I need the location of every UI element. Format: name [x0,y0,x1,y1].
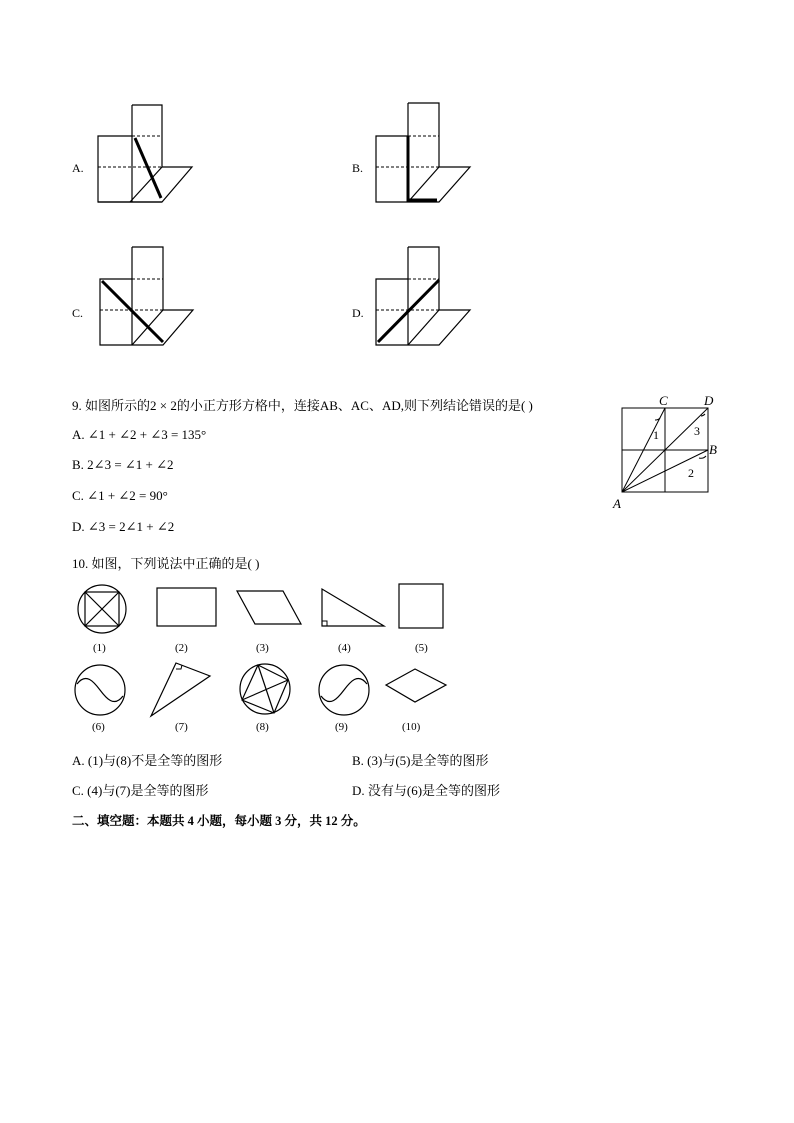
q9-angle-1: 1 [653,428,659,442]
q10-caption-1: (1) [93,642,106,654]
q10-caption-4: (4) [338,642,351,654]
q10-caption-7: (7) [175,721,188,733]
q10-option-a: A. (1)与(8)不是全等的图形 [72,753,223,768]
q10-shape-10 [383,666,449,706]
q10-caption-2: (2) [175,642,188,654]
q9-option-c: C. ∠1 + ∠2 = 90° [72,488,168,503]
q9-option-d: D. ∠3 = 2∠1 + ∠2 [72,519,175,534]
q9-label-d: D [704,393,714,408]
q9-option-a: A. ∠1 + ∠2 + ∠3 = 135° [72,427,207,442]
q9-option-b: B. 2∠3 = ∠1 + ∠2 [72,457,174,472]
q10-shape-7 [148,660,214,720]
q10-shape-5 [397,582,447,632]
q9-angle-3: 3 [694,424,700,438]
section-2-heading: 二、填空题：本题共 4 小题，每小题 3 分，共 12 分。 [72,814,366,828]
q10-option-d: D. 没有与(6)是全等的图形 [352,783,501,798]
q9-angle-2: 2 [688,466,694,480]
q8-option-d-label: D. [352,306,364,320]
q8-option-a-label: A. [72,161,84,175]
q9-label-a: A [613,496,621,511]
q8-figure-d [373,244,473,356]
q10-caption-6: (6) [92,721,105,733]
q10-shape-2 [155,586,220,630]
q10-shape-8 [238,660,294,718]
q9-grid-figure [608,390,728,515]
q10-shape-1 [76,583,132,635]
q9-label-b: B [709,442,717,457]
q10-shape-4 [318,586,388,630]
q10-stem: 10. 如图，下列说法中正确的是( ) [72,556,260,571]
q10-option-b: B. (3)与(5)是全等的图形 [352,753,489,768]
q8-figure-c [95,244,195,356]
q10-shape-9 [316,662,372,718]
q8-option-c-label: C. [72,306,84,320]
q8-figure-a [95,100,195,212]
q10-option-c: C. (4)与(7)是全等的图形 [72,783,209,798]
q8-figure-b [373,100,473,212]
q8-option-b-label: B. [352,161,364,175]
q9-label-c: C [659,393,668,408]
q10-caption-9: (9) [335,721,348,733]
q10-shape-6 [72,662,128,718]
q10-caption-10: (10) [402,721,421,733]
q10-caption-8: (8) [256,721,269,733]
q10-shape-3 [235,588,305,628]
q10-caption-5: (5) [415,642,428,654]
q10-caption-3: (3) [256,642,269,654]
q9-stem: 9. 如图所示的2 × 2的小正方形方格中，连接AB、AC、AD,则下列结论错误的是( ) [72,398,533,413]
